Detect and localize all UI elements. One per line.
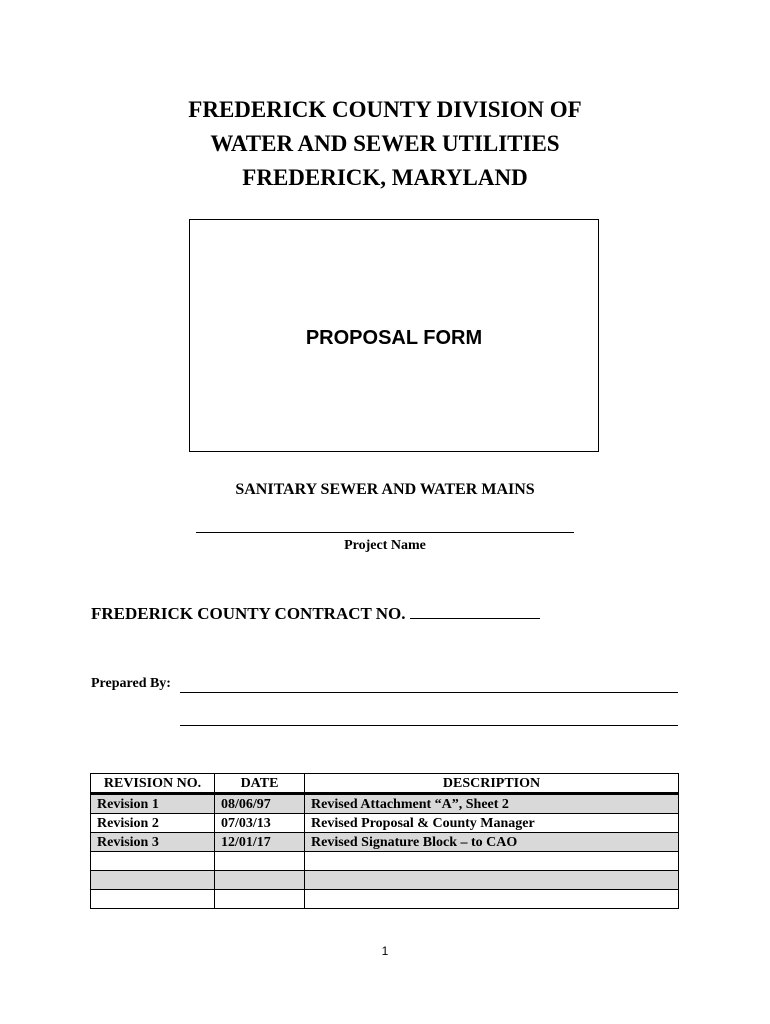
contract-number-field[interactable] (410, 604, 540, 619)
heading-line-2: WATER AND SEWER UTILITIES (210, 131, 560, 156)
description-cell: Revised Proposal & County Manager (305, 814, 679, 833)
revision-cell (91, 852, 215, 871)
prepared-by-label: Prepared By: (91, 676, 171, 691)
heading-line-3: FREDERICK, MARYLAND (242, 165, 528, 190)
date-cell: 07/03/13 (215, 814, 305, 833)
contract-number-label: FREDERICK COUNTY CONTRACT NO. (91, 604, 406, 623)
prepared-by-field-2[interactable] (180, 725, 678, 726)
header-revision-no: REVISION NO. (91, 774, 215, 794)
document-heading (0, 93, 770, 195)
description-cell: Revised Attachment “A”, Sheet 2 (305, 794, 679, 814)
proposal-form-box (189, 219, 599, 452)
date-cell (215, 852, 305, 871)
project-name-label: Project Name (344, 538, 426, 553)
revision-cell: Revision 3 (91, 833, 215, 852)
prepared-by-field-1[interactable] (180, 692, 678, 693)
revision-cell (91, 890, 215, 909)
date-cell: 12/01/17 (215, 833, 305, 852)
description-cell (305, 890, 679, 909)
description-cell (305, 871, 679, 890)
table-row (91, 814, 679, 833)
date-cell (215, 890, 305, 909)
page-number: 1 (381, 944, 389, 958)
revision-cell: Revision 1 (91, 794, 215, 814)
revision-table (90, 773, 679, 909)
revision-cell: Revision 2 (91, 814, 215, 833)
heading-line-1: FREDERICK COUNTY DIVISION OF (188, 97, 582, 122)
date-cell: 08/06/97 (215, 794, 305, 814)
header-date: DATE (215, 774, 305, 794)
table-row (91, 794, 679, 814)
project-subtitle: SANITARY SEWER AND WATER MAINS (235, 481, 535, 498)
table-row (91, 890, 679, 909)
revision-cell (91, 871, 215, 890)
project-name-field[interactable] (196, 532, 574, 533)
table-row (91, 833, 679, 852)
table-row (91, 852, 679, 871)
description-cell: Revised Signature Block – to CAO (305, 833, 679, 852)
revision-table-header (91, 774, 679, 794)
proposal-form-title: PROPOSAL FORM (305, 327, 483, 349)
header-description: DESCRIPTION (305, 774, 679, 794)
table-row (91, 871, 679, 890)
date-cell (215, 871, 305, 890)
contract-number-row (91, 604, 540, 624)
description-cell (305, 852, 679, 871)
